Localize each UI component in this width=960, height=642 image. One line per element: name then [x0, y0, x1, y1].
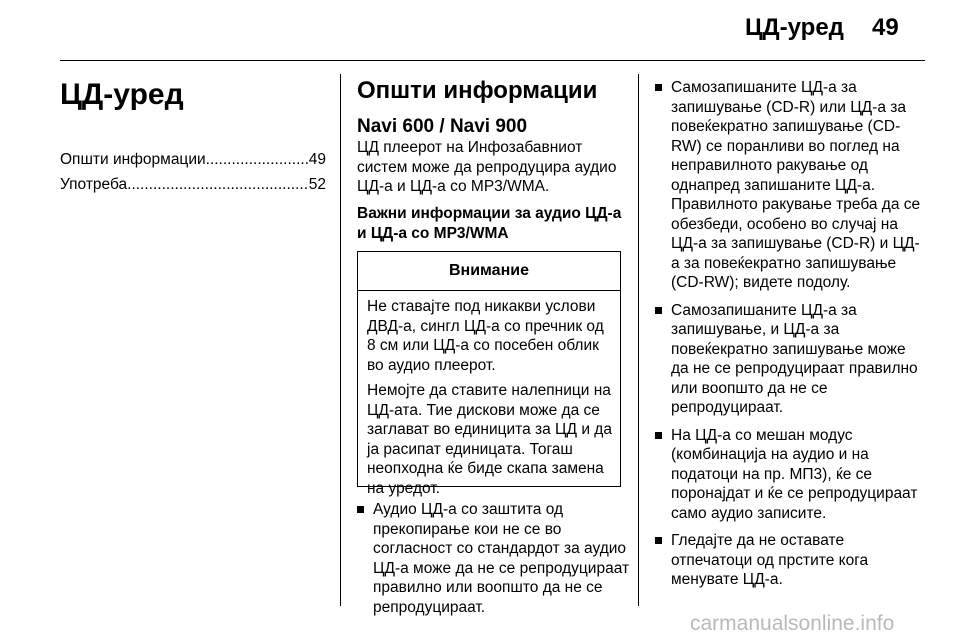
- toc-leader-dots: [127, 175, 309, 195]
- caution-paragraph: Немојте да ставите налепници на ЦД-ата. Тие дискови може да се заглават во единицита за ЦД и да ја расипат единицата. Тогаш неопходна ќе биде скапа замена на уредот.: [367, 382, 612, 497]
- bullet-square-icon: [655, 307, 662, 314]
- column-divider-2: [638, 74, 639, 606]
- intro-paragraph: ЦД плеерот на Инфозабавниот систем може да репродуцира аудио ЦД-а и ЦД-а со MP3/WMA.: [357, 139, 617, 195]
- header-title: ЦД-уред: [745, 14, 844, 41]
- bullet-square-icon: [655, 84, 662, 91]
- list-item-text: Гледајте да не оставате отпечатоци од прстите кога менувате ЦД-а.: [671, 532, 869, 588]
- caution-body: [358, 291, 620, 498]
- header-page-number: 49: [872, 14, 899, 41]
- toc-leader-dots: [206, 150, 309, 170]
- toc-entry-label: Општи информации: [60, 151, 206, 168]
- toc-entry-usage[interactable]: [60, 175, 326, 195]
- bullet-square-icon: [655, 432, 662, 439]
- section-title: Општи информации: [357, 77, 598, 104]
- list-item: [655, 531, 925, 590]
- toc-entry-page: 52: [308, 176, 326, 193]
- toc-entry-label: Употреба: [60, 176, 128, 193]
- toc-entry-page: 49: [308, 151, 326, 168]
- caution-heading: Внимание: [358, 252, 620, 291]
- list-item: [655, 78, 925, 293]
- caution-box: [357, 251, 621, 497]
- list-item-text: Самозапишаните ЦД-а за запишување (CD-R) или ЦД-а за повеќекратно запишување (CD-RW) се поранливи во поглед на неправилното ракување од однапред запишаните ЦД-а. Правилното ракување треба да се обезбеди, особено во случај на ЦД-а за запишување (CD-R) и ЦД-а за повеќекратно запишување (CD-RW); видете подолу.: [671, 79, 921, 291]
- list-item-text: Аудио ЦД-а со заштита од прекопирање кои не се во согласност со стандардот за аудио ЦД-а може да не се репродуцираат правилно или воопшто да не се репродуцираат.: [373, 501, 630, 616]
- list-item-text: Самозапишаните ЦД-а за запишување, и ЦД-а за повеќекратно запишување може да не се репродуцираат правилно или воопшто да не се репродуцираат.: [671, 301, 918, 416]
- bullet-list-right: [655, 78, 925, 598]
- watermark: carmanualsonline.info: [690, 612, 895, 635]
- list-item: [357, 500, 632, 617]
- bullet-square-icon: [357, 506, 364, 513]
- bullet-list-middle: [357, 500, 632, 625]
- header-divider: [60, 60, 925, 61]
- important-info-heading: Важни информации за аудио ЦД-а и ЦД-а со MP3/WMA: [357, 205, 622, 242]
- caution-paragraph: Не ставајте под никакви услови ДВД-а, сингл ЦД-а со пречник од 8 см или ЦД-а со посебен облик во аудио плеерот.: [367, 298, 604, 374]
- model-subtitle: Navi 600 / Navi 900: [357, 116, 528, 137]
- bullet-square-icon: [655, 537, 662, 544]
- chapter-title: ЦД-уред: [60, 78, 184, 111]
- list-item-text: На ЦД-а со мешан модус (комбинација на аудио и на податоци на пр. МП3), ќе се поронајдат и ќе се репродуцираат само аудио записите.: [671, 426, 918, 522]
- column-divider-1: [340, 74, 341, 606]
- toc-entry-general-info[interactable]: [60, 150, 326, 170]
- list-item: [655, 301, 925, 418]
- list-item: [655, 426, 925, 524]
